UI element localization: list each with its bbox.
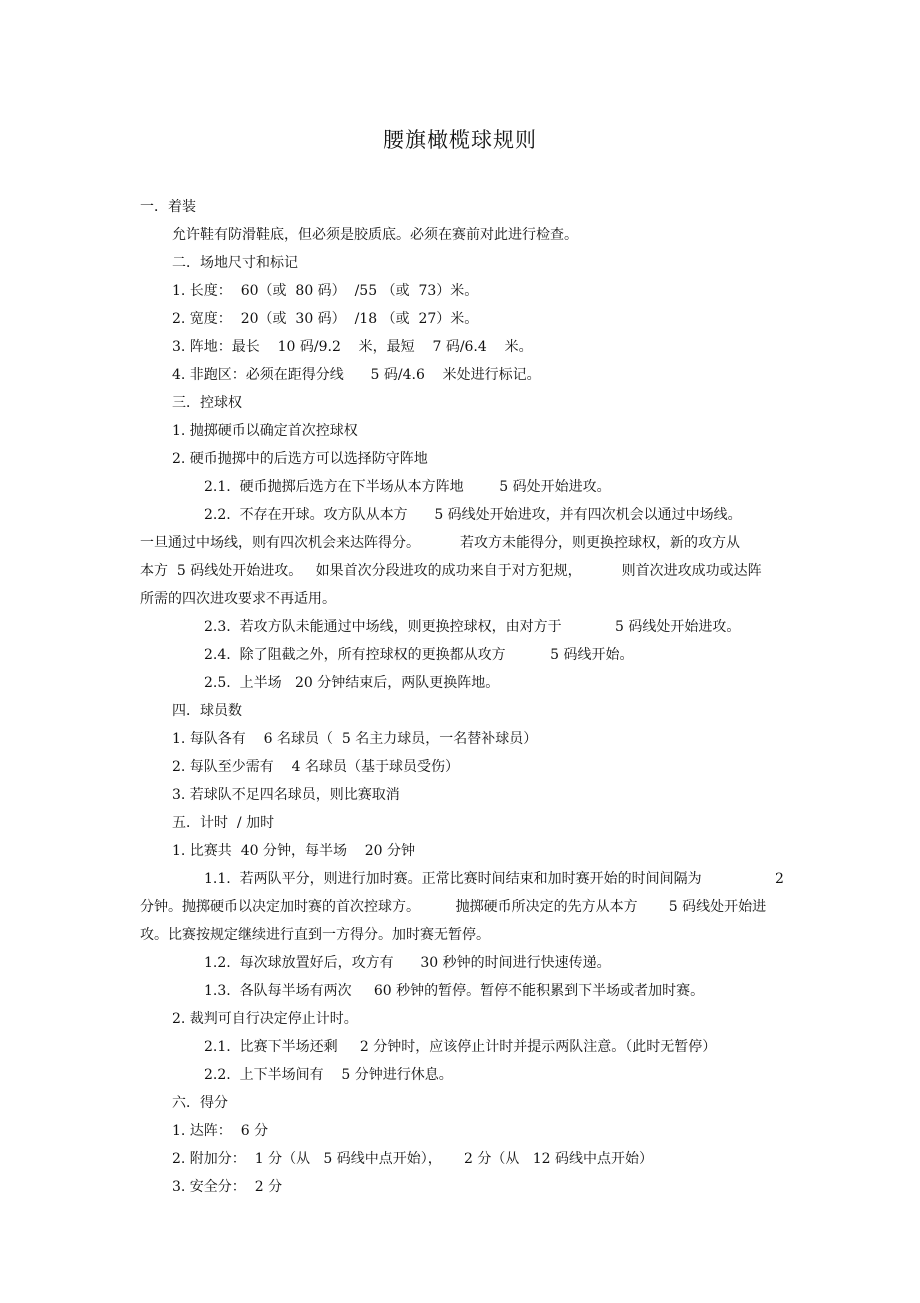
line-end-fragment: 2 — [775, 871, 784, 887]
text-line: 2.2. 不存在开球。攻方队从本方 5 码线处开始进攻，并有四次机会以通过中场线。 — [204, 507, 742, 523]
text-line: 2. 宽度： 20（或 30 码） /18 （或 27）米。 — [172, 311, 479, 327]
text-line: 2. 硬币抛掷中的后选方可以选择防守阵地 — [172, 451, 428, 467]
text-line: 2.4. 除了阻截之外，所有控球权的更换都从攻方 5 码线开始。 — [204, 647, 634, 663]
text-line: 4. 非跑区：必须在距得分线 5 码/4.6 米处进行标记。 — [172, 367, 541, 383]
text-line: 2. 每队至少需有 4 名球员（基于球员受伤） — [172, 759, 459, 775]
text-line: 二．场地尺寸和标记 — [172, 255, 298, 271]
text-line: 三．控球权 — [172, 395, 242, 411]
text-line: 1.1. 若两队平分，则进行加时赛。正常比赛时间结束和加时赛开始的时间间隔为 — [204, 871, 702, 887]
text-line: 2.2. 上下半场间有 5 分钟进行休息。 — [204, 1067, 453, 1083]
text-line: 所需的四次进攻要求不再适用。 — [140, 591, 336, 607]
text-line: 3. 阵地：最长 10 码/9.2 米，最短 7 码/6.4 米。 — [172, 339, 533, 355]
text-line: 1.2. 每次球放置好后，攻方有 30 秒钟的时间进行快速传递。 — [204, 955, 611, 971]
text-line: 六．得分 — [172, 1095, 228, 1111]
text-line: 1.3. 各队每半场有两次 60 秒钟的暂停。暂停不能积累到下半场或者加时赛。 — [204, 983, 705, 999]
text-line: 3. 若球队不足四名球员，则比赛取消 — [172, 787, 400, 803]
text-line: 允许鞋有防滑鞋底，但必须是胶质底。必须在赛前对此进行检查。 — [172, 227, 578, 243]
text-line: 1. 抛掷硬币以确定首次控球权 — [172, 423, 358, 439]
text-line: 一旦通过中场线，则有四次机会来达阵得分。 若攻方未能得分，则更换控球权，新的攻方从 — [140, 535, 741, 551]
text-line: 3. 安全分： 2 分 — [172, 1179, 283, 1195]
text-line: 一．着装 — [140, 199, 196, 215]
text-line: 2.1. 比赛下半场还剩 2 分钟时，应该停止计时并提示两队注意。（此时无暂停） — [204, 1039, 717, 1055]
text-line: 2.5. 上半场 20 分钟结束后，两队更换阵地。 — [204, 675, 500, 691]
text-line: 1. 比赛共 40 分钟，每半场 20 分钟 — [172, 843, 416, 859]
text-line: 本方 5 码线处开始进攻。 如果首次分段进攻的成功来自于对方犯规， 则首次进攻成功或达阵 — [140, 563, 762, 579]
text-line: 分钟。抛掷硬币以决定加时赛的首次控球方。 抛掷硬币所决定的先方从本方 5 码线处开始进 — [140, 899, 767, 915]
text-line: 2. 附加分： 1 分（从 5 码线中点开始）， 2 分（从 12 码线中点开始） — [172, 1151, 653, 1167]
text-line: 1. 长度： 60（或 80 码） /55 （或 73）米。 — [172, 283, 479, 299]
text-line: 1. 达阵： 6 分 — [172, 1123, 269, 1139]
text-line: 五．计时 / 加时 — [172, 815, 275, 831]
text-line: 四．球员数 — [172, 703, 242, 719]
text-line: 2.1. 硬币抛掷后选方在下半场从本方阵地 5 码处开始进攻。 — [204, 479, 611, 495]
text-line: 2. 裁判可自行决定停止计时。 — [172, 1011, 358, 1027]
text-line: 攻。比赛按规定继续进行直到一方得分。加时赛无暂停。 — [140, 927, 490, 943]
document-title: 腰旗橄榄球规则 — [383, 128, 537, 152]
text-line: 1. 每队各有 6 名球员（ 5 名主力球员，一名替补球员） — [172, 731, 538, 747]
text-line: 2.3. 若攻方队未能通过中场线，则更换控球权，由对方于 5 码线处开始进攻。 — [204, 619, 741, 635]
